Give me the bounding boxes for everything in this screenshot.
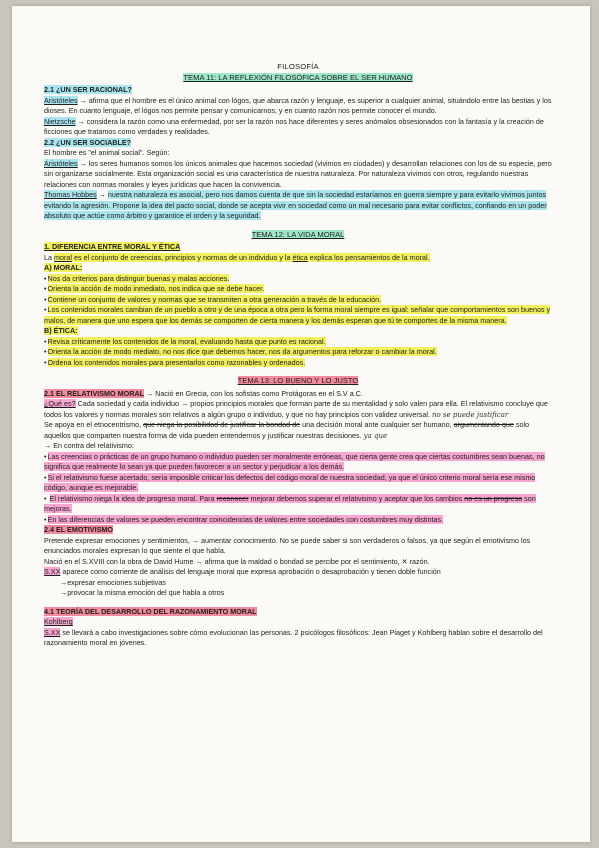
kohlberg-paragraph: S.XX se llevará a cabo investigaciones sobre cómo evolucionan las personas. 2 psicólogos filosóficos: Jean Piaget y Kohlberg hablan sobre el desarrollo del razonamiento moral en jóvenes. bbox=[44, 627, 543, 647]
relativismo-heading: 2.1 EL RELATIVISMO MORAL → Nació en Grecia, con los sofistas como Protágoras en el S.V a.C. bbox=[44, 388, 363, 398]
etica-label: B) ÉTICA: bbox=[44, 326, 78, 335]
definition-moral-etica: La moral es el conjunto de creencias, principios y normas de un individuo y la ética explica los pensamientos de la moral. bbox=[44, 252, 430, 262]
contra-item: • Las creencias o prácticas de un grupo humano o individuo pueden ser moralmente erróneas, que cierta gente crea que ciertas costumbres sean buenas, no significa que realmente lo sean ya que pueden favorecer a un sector y perjudicar a los demás. bbox=[44, 452, 552, 473]
arrow-icon: → bbox=[79, 158, 87, 168]
etica-item: • Ordena los contenidos morales para presentarlos como razonables y ordenados. bbox=[44, 358, 552, 369]
section-title-racional: 2.1 ¿UN SER RACIONAL? bbox=[44, 85, 132, 94]
moral-item: • Nos da criterios para distinguir buenas y malas acciones. bbox=[44, 274, 552, 285]
arrow-icon: → bbox=[181, 399, 189, 408]
arrow-icon: → bbox=[44, 441, 52, 450]
paragraph-social-intro: El hombre es "el animal social". Según: bbox=[44, 148, 170, 157]
contra-label: → En contra del relativismo: bbox=[44, 441, 134, 450]
etica-item: • Revisa críticamente los contenidos de la moral, evaluando hasta que punto es racional. bbox=[44, 337, 552, 348]
moral-item: • Orienta la acción de modo inmediato, nos indica que se debe hacer. bbox=[44, 284, 552, 295]
etica-item: • Orienta la acción de modo mediato, no nos dice que debemos hacer, nos da argumentos para reforzar o cambiar la moral. bbox=[44, 347, 552, 358]
cross-icon: ✕ bbox=[401, 556, 408, 566]
relativismo-definition: ¿Qué es? Cada sociedad y cada individuo → propios principios morales que forman parte de su mentalidad y solo valen para ella. El relativismo concluye que todos los valores y normas morales son relativos a algún grupo o individuo, y que no hay principios con validez universal. no se puede justificar bbox=[44, 399, 548, 419]
arrow-icon: → bbox=[145, 388, 154, 398]
page-title: FILOSOFÍA bbox=[277, 62, 319, 71]
moral-item: • Contiene un conjunto de valores y normas que se transmiten a otra generación a través de la educación. bbox=[44, 295, 552, 306]
arrow-icon: → bbox=[98, 190, 106, 199]
paragraph-aristoteles-1: Aristóteles → afirma que el hombre es el único animal con lógos, que abarca razón y lenguaje, es superior a cualquier animal, situándolo entre las bestias y los dioses. En cuanto lenguaje, el lógos nos permite pensar y comunicarnos, y en cuanto razón nos permite conocer el mundo. bbox=[44, 95, 552, 115]
arrow-icon: → bbox=[191, 535, 200, 545]
contra-item: • El relativismo niega la idea de progreso moral. Para reconocer mejorar debemos superar el relativismo y aceptar que los cambios no es un progreso son mejoras. bbox=[44, 494, 552, 515]
emotivismo-hume: Nació en el S.XVIII con la obra de David Hume → afirma que la maldad o bondad se percibe por el sentimiento, ✕ razón. bbox=[44, 556, 430, 566]
arrow-icon: → bbox=[60, 588, 68, 597]
section-title-kohlberg: 4.1 TEORÍA DEL DESARROLLO DEL RAZONAMIENTO MORAL bbox=[44, 606, 257, 616]
handwritten-note: ya que bbox=[363, 431, 388, 440]
emotivismo-sxx: S.XX aparece como corriente de análisis del lenguaje moral que expresa aprobación o desaprobación y tienen doble función bbox=[44, 567, 441, 576]
emotivismo-subitem: →expresar emociones subjetivas bbox=[60, 577, 166, 587]
page-subtitle: TEMA 11: LA REFLEXIÓN FILOSÓFICA SOBRE EL SER HUMANO bbox=[183, 72, 413, 82]
paragraph-nietzsche: Nietzsche → considera la razón como una enfermedad, por ser la razón nos hace diferentes y seres anómalos obsesionados con la fantasía y la creación de ficciones que tratamos como verdades y realidades. bbox=[44, 116, 544, 136]
paragraph-aristoteles-2: Aristóteles → los seres humanos somos los únicos animales que hacemos sociedad (vivimos en ciudades) y desarrollan relaciones con los de su especie, pero sin organizarse socialmente. Esta organización social es una característica de nuestra naturaleza. Por naturaleza vivimos con otros, regulando nuestras relaciones con normas morales y leyes jurídicas que hacen la convivencia. bbox=[44, 158, 552, 189]
arrow-icon: → bbox=[60, 577, 68, 587]
relativismo-etnocentrismo: Se apoya en el etnocentrismo, que niega la posibilidad de justificar la bondad de una decisión moral ante cualquier ser humano, argumentando que solo aquellos que comparten nuestra forma de vida pueden entendernos y justificar nuestras decisiones. ya que bbox=[44, 420, 530, 440]
moral-label: A) MORAL: bbox=[44, 263, 83, 272]
section-title-diferencia: 1. DIFERENCIA ENTRE MORAL Y ÉTICA bbox=[44, 242, 181, 251]
contra-item: • Si el relativismo fuese acertado, sería imposible criticar los defectos del código moral de nuestra sociedad, ya que el único criterio moral sería ese mismo código, aunque es mejorable. bbox=[44, 473, 552, 494]
notes-document bbox=[44, 56, 552, 649]
moral-item: • Los contenidos morales cambian de un pueblo a otro y de una época a otra pero la forma moral siempre es igual: señalar que comportamientos son buenos y malos, de manera que uno espera que los demás se comporten de cierta manera y los demás esperan que tú te comportes de la misma manera. bbox=[44, 305, 552, 326]
kohlberg-name: Kohlberg bbox=[44, 617, 73, 626]
tema12-title: TEMA 12: LA VIDA MORAL bbox=[251, 229, 345, 239]
section-title-sociable: 2.2 ¿UN SER SOCIABLE? bbox=[44, 137, 132, 147]
arrow-icon: → bbox=[79, 95, 87, 105]
handwritten-note: no se puede justificar bbox=[431, 410, 509, 419]
notebook-page bbox=[12, 6, 590, 842]
paragraph-hobbes: Thomas Hobbes → nuestra naturaleza es asocial, pero nos damos cuenta de que sin la sociedad estaríamos en guerra siempre y para evitarlo vivimos juntos evitando la agresión. Propone la idea del pacto social, donde se acepta vivir en sociedad como un mal necesario para evitar conflictos, confiando en un poder absoluto que actúe como árbitro y garantice el orden y la seguridad. bbox=[44, 190, 547, 220]
tema13-title: TEMA 13: LO BUENO Y LO JUSTO bbox=[237, 376, 359, 385]
section-title-emotivismo: 2.4 EL EMOTIVISMO bbox=[44, 525, 113, 534]
emotivismo-subitem: →provocar la misma emoción del que habla a otros bbox=[60, 588, 225, 597]
arrow-icon: → bbox=[195, 556, 203, 566]
arrow-icon: → bbox=[77, 116, 85, 126]
emotivismo-paragraph: Pretende expresar emociones y sentimientos, → aumentar conocimiento. No se puede saber si son verdaderos o falsos, ya que según el emotivismo los enunciados morales expresan lo que siente el que habla. bbox=[44, 535, 531, 555]
contra-item: • En las diferencias de valores se pueden encontrar coincidencias de valores entre sociedades con costumbres muy distintas. bbox=[44, 515, 552, 526]
